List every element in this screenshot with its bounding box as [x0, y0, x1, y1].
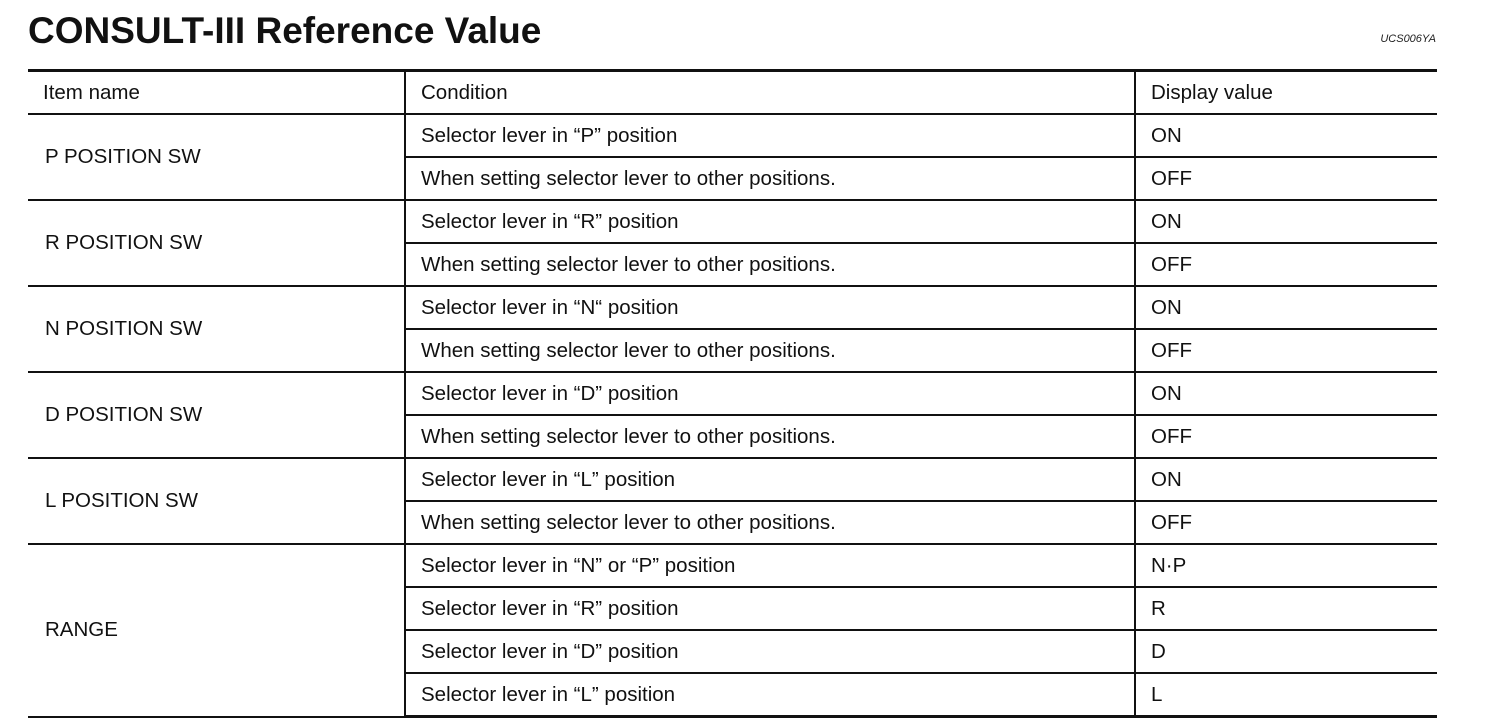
- condition-cell: When setting selector lever to other positions.: [405, 243, 1135, 286]
- display-value-cell: L: [1135, 673, 1437, 717]
- document-code: UCS006YA: [1380, 33, 1436, 45]
- item-name-cell: N POSITION SW: [28, 286, 405, 372]
- table-row: [28, 458, 1437, 501]
- reference-value-table: [28, 69, 1437, 718]
- condition-cell: Selector lever in “L” position: [405, 673, 1135, 717]
- table-row: [28, 114, 1437, 157]
- condition-cell: When setting selector lever to other positions.: [405, 501, 1135, 544]
- header-item-name: Item name: [28, 71, 405, 115]
- display-value-cell: D: [1135, 630, 1437, 673]
- condition-cell: When setting selector lever to other positions.: [405, 415, 1135, 458]
- condition-cell: Selector lever in “N” or “P” position: [405, 544, 1135, 587]
- display-value-cell: ON: [1135, 200, 1437, 243]
- item-name-cell: R POSITION SW: [28, 200, 405, 286]
- condition-cell: Selector lever in “D” position: [405, 630, 1135, 673]
- table-row: [28, 372, 1437, 415]
- display-value-cell: OFF: [1135, 415, 1437, 458]
- item-name-cell: P POSITION SW: [28, 114, 405, 200]
- item-name-cell: L POSITION SW: [28, 458, 405, 544]
- page-title: CONSULT-III Reference Value: [28, 10, 542, 51]
- display-value-cell: OFF: [1135, 329, 1437, 372]
- condition-cell: Selector lever in “N“ position: [405, 286, 1135, 329]
- condition-cell: When setting selector lever to other positions.: [405, 329, 1135, 372]
- condition-cell: When setting selector lever to other positions.: [405, 157, 1135, 200]
- display-value-cell: OFF: [1135, 501, 1437, 544]
- table-header-row: [28, 71, 1437, 115]
- condition-cell: Selector lever in “R” position: [405, 587, 1135, 630]
- condition-cell: Selector lever in “P” position: [405, 114, 1135, 157]
- display-value-cell: OFF: [1135, 243, 1437, 286]
- display-value-cell: ON: [1135, 458, 1437, 501]
- condition-cell: Selector lever in “L” position: [405, 458, 1135, 501]
- table-row: [28, 286, 1437, 329]
- display-value-cell: R: [1135, 587, 1437, 630]
- header-display-value: Display value: [1135, 71, 1437, 115]
- condition-cell: Selector lever in “D” position: [405, 372, 1135, 415]
- condition-cell: Selector lever in “R” position: [405, 200, 1135, 243]
- table-row: [28, 544, 1437, 587]
- display-value-cell: N·P: [1135, 544, 1437, 587]
- display-value-cell: ON: [1135, 114, 1437, 157]
- header-condition: Condition: [405, 71, 1135, 115]
- display-value-cell: ON: [1135, 286, 1437, 329]
- display-value-cell: OFF: [1135, 157, 1437, 200]
- item-name-cell: RANGE: [28, 544, 405, 717]
- item-name-cell: D POSITION SW: [28, 372, 405, 458]
- display-value-cell: ON: [1135, 372, 1437, 415]
- table-row: [28, 200, 1437, 243]
